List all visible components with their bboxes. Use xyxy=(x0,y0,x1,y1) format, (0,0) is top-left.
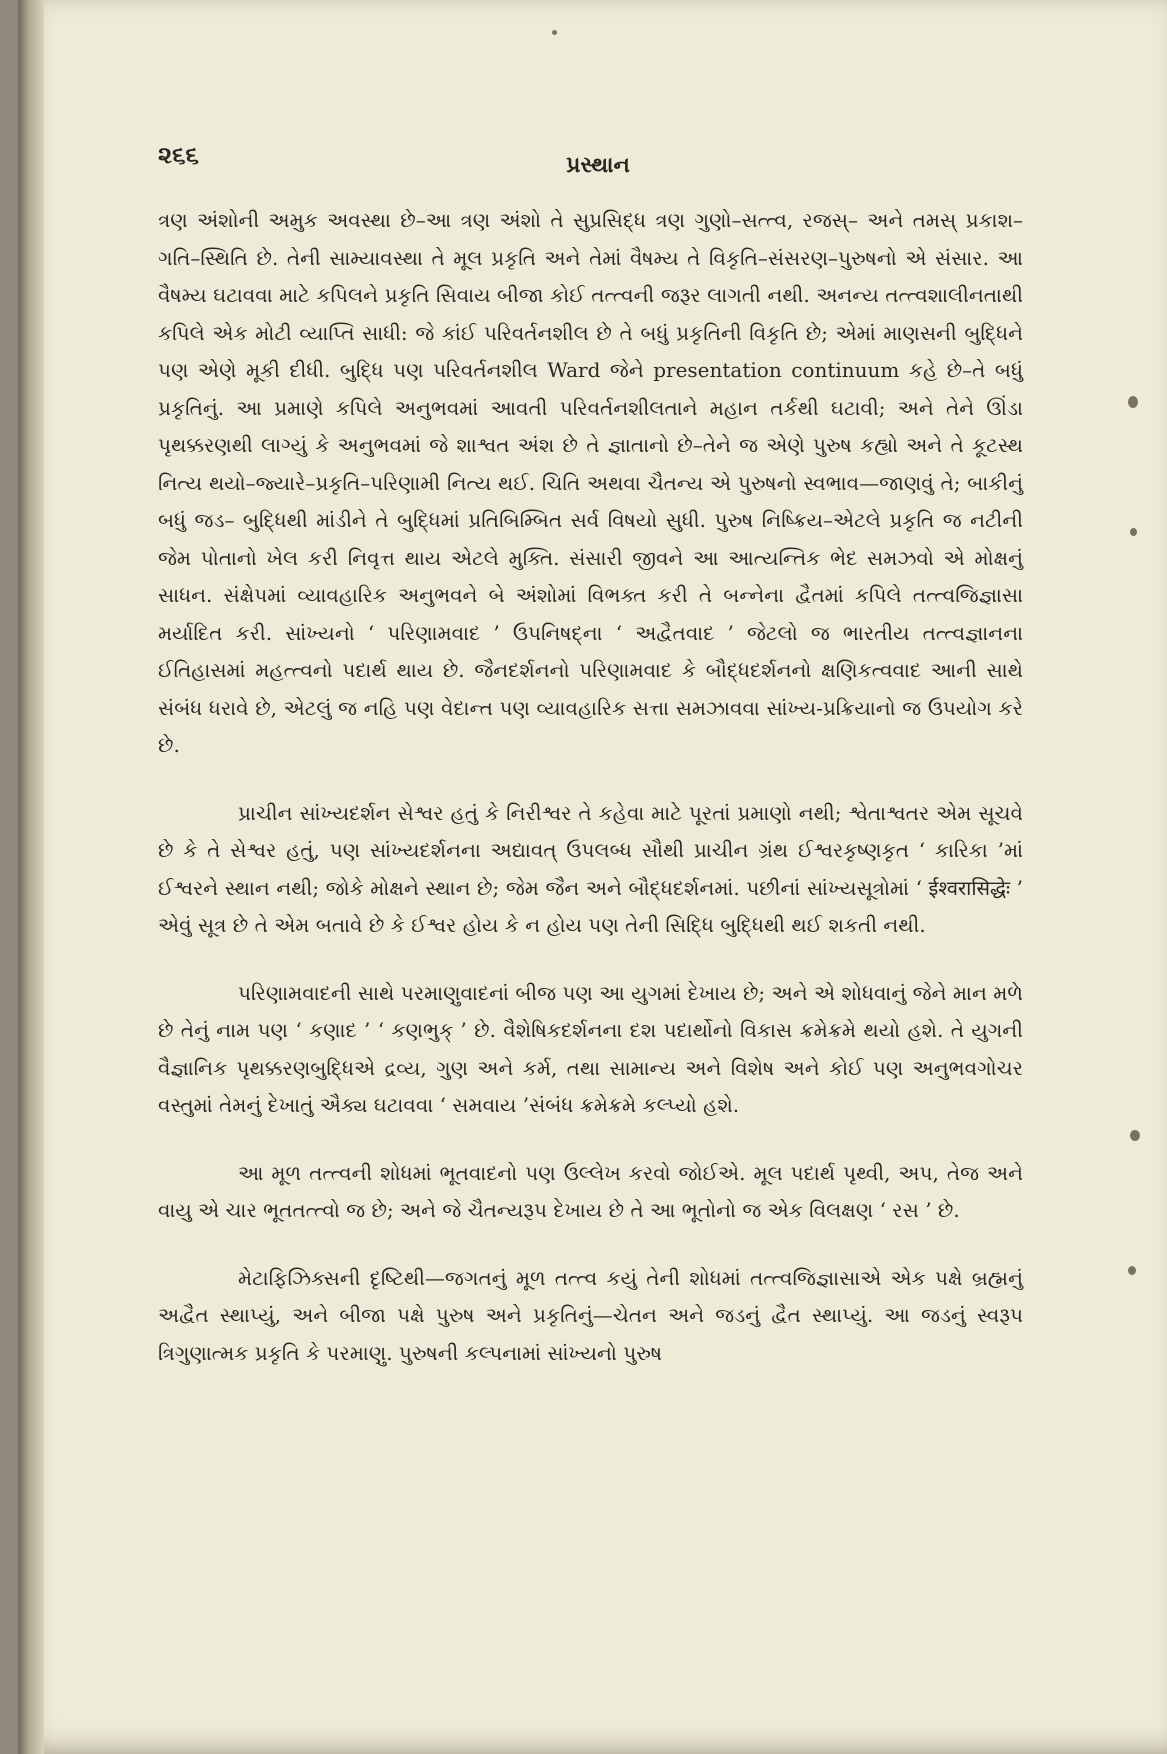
page-number: ૨૬૬ xyxy=(158,140,199,169)
paragraph-1: ત્રણ અંશોની અમુક અવસ્થા છે–આ ત્રણ અંશો તે સુપ્રસિદ્ધ ત્રણ ગુણો–સત્ત્વ, રજસ્– અને તમસ્ પ્રકાશ–ગતિ–સ્થિતિ છે. તેની સામ્યાવસ્થા તે મૂલ પ્રકૃતિ અને તેમાં વૈષમ્ય તે વિકૃતિ–સંસરણ–પુરુષનો એ સંસાર. આ વૈષમ્ય ઘટાવવા માટે કપિલને પ્રકૃતિ સિવાય બીજા કોઈ તત્ત્વની જરૂર લાગતી નથી. અનન્ય તત્ત્વશાલીનતાથી કપિલે એક મોટી વ્યાપ્તિ સાધી: જે કાંઈ પરિવર્તનશીલ છે તે બધું પ્રકૃતિની વિકૃતિ છે; એમાં માણસની બુદ્ધિને પણ એણે મૂકી દીધી. બુદ્ધિ પણ પરિવર્તનશીલ Ward જેને presentation continuum કહે છે–તે બધું પ્રકૃતિનું. આ પ્રમાણે કપિલે અનુભવમાં આવતી પરિવર્તનશીલતાને મહાન તર્કથી ઘટાવી; અને તેને ઊંડા પૃથક્કરણથી લાગ્યું કે અનુભવમાં જે શાશ્વત અંશ છે તે જ્ઞાતાનો છે–તેને જ એણે પુરુષ કહ્યો અને તે કૂટસ્થ નિત્ય થયો–જ્યારે–પ્રકૃતિ–પરિણામી નિત્ય થઈ. ચિતિ અથવા ચૈતન્ય એ પુરુષનો સ્વભાવ—જાણવું તે; બાકીનું બધું જડ– બુદ્ધિથી માંડીને તે બુદ્ધિમાં પ્રતિબિમ્બિત સર્વ વિષયો સુધી. પુરુષ નિષ્ક્રિય–એટલે પ્રકૃતિ જ નટીની જેમ પોતાનો ખેલ કરી નિવૃત્ત થાય એટલે મુક્તિ. સંસારી જીવને આ આત્યન્તિક ભેદ સમઝવો એ મોક્ષનું સાધન. સંક્ષેપમાં વ્યાવહારિક અનુભવને બે અંશોમાં વિભક્ત કરી તે બન્નેના દ્વૈતમાં કપિલે તત્ત્વજિજ્ઞાસા મર્યાદિત કરી. સાંખ્યનો ‘ પરિણામવાદ ’ ઉપનિષદ્‌ના ‘ અદ્વૈતવાદ ’ જેટલો જ ભારતીય તત્ત્વજ્ઞાનના ઈતિહાસમાં મહત્ત્વનો પદાર્થ થાય છે. જૈનદર્શનનો પરિણામવાદ કે બૌદ્ધદર્શનનો ક્ષણિકત્વવાદ આની સાથે સંબંધ ધરાવે છે, એટલું જ નહિ પણ વેદાન્ત પણ વ્યાવહારિક સત્તા સમઝાવવા સાંખ્ય-પ્રક્રિયાનો જ ઉપયોગ કરે છે. xyxy=(158,208,1023,757)
paper-speck xyxy=(1130,1130,1140,1141)
paper-speck xyxy=(1130,528,1137,536)
paragraph-5: મેટાફિઝિક્સની દૃષ્ટિથી—જગતનું મૂળ તત્ત્વ કયું તેની શોધમાં તત્ત્વજિજ્ઞાસાએ એક પક્ષે બ્રહ્મનું અદ્વૈત સ્થાપ્યું, અને બીજા પક્ષે પુરુષ અને પ્રકૃતિનું—ચેતન અને જડનું દ્વૈત સ્થાપ્યું. આ જડનું સ્વરૂપ ત્રિગુણાત્મક પ્રકૃતિ કે પરમાણુ. પુરુષની કલ્પનામાં સાંખ્યનો પુરુષ xyxy=(158,1265,1023,1365)
page-body xyxy=(158,202,1023,1372)
book-page xyxy=(18,0,1167,1754)
paper-speck xyxy=(1128,1266,1136,1275)
paper-speck xyxy=(1128,396,1138,408)
paper-speck xyxy=(552,30,557,35)
paragraph-3: પરિણામવાદની સાથે પરમાણુવાદનાં બીજ પણ આ યુગમાં દેખાય છે; અને એ શોધવાનું જેને માન મળે છે તેનું નામ પણ ‘ કણાદ ’ ‘ કણભુક્ ’ છે. વૈશેષિકદર્શનના દશ પદાર્થોનો વિકાસ ક્રમેક્રમે થયો હશે. તે યુગની વૈજ્ઞાનિક પૃથક્કરણબુદ્ધિએ દ્રવ્ય, ગુણ અને કર્મ, તથા સામાન્ય અને વિશેષ અને કોઈ પણ અનુભવગોચર વસ્તુમાં તેમનું દેખાતું ઐક્ય ઘટાવવા ‘ સમવાય ’સંબંધ ક્રમેક્રમે કલ્પ્યો હશે. xyxy=(158,980,1023,1117)
book-binding-edge xyxy=(18,0,44,1754)
paragraph-2: પ્રાચીન સાંખ્યદર્શન સેશ્વર હતું કે નિરીશ્વર તે કહેવા માટે પૂરતાં પ્રમાણો નથી; શ્વેતાશ્વતર એમ સૂચવે છે કે તે સેશ્વર હતું, પણ સાંખ્યદર્શનના અદ્યાવત્ ઉપલબ્ધ સૌથી પ્રાચીન ગ્રંથ ઈશ્વરકૃષ્ણકૃત ‘ કારિકા ’માં ઈશ્વરને સ્થાન નથી; જોકે મોક્ષને સ્થાન છે; જેમ જૈન અને બૌદ્ધદર્શનમાં. પછીનાં સાંખ્યસૂત્રોમાં ‘ ईश्वरासिद्धेः ’ એવું સૂત્ર છે તે એમ બતાવે છે કે ઈશ્વર હોય કે ન હોય પણ તેની સિદ્ધિ બુદ્ધિથી થઈ શકતી નથી. xyxy=(158,800,1023,937)
paragraph-4: આ મૂળ તત્ત્વની શોધમાં ભૂતવાદનો પણ ઉલ્લેખ કરવો જોઈએ. મૂલ પદાર્થ પૃથ્વી, અપ, તેજ અને વાયુ એ ચાર ભૂતતત્ત્વો જ છે; અને જે ચૈતન્યરૂપ દેખાય છે તે આ ભૂતોનો જ એક વિલક્ષણ ‘ રસ ’ છે. xyxy=(158,1160,1023,1222)
running-title: પ્રસ્થાન xyxy=(566,152,630,178)
page-header xyxy=(158,140,1038,184)
